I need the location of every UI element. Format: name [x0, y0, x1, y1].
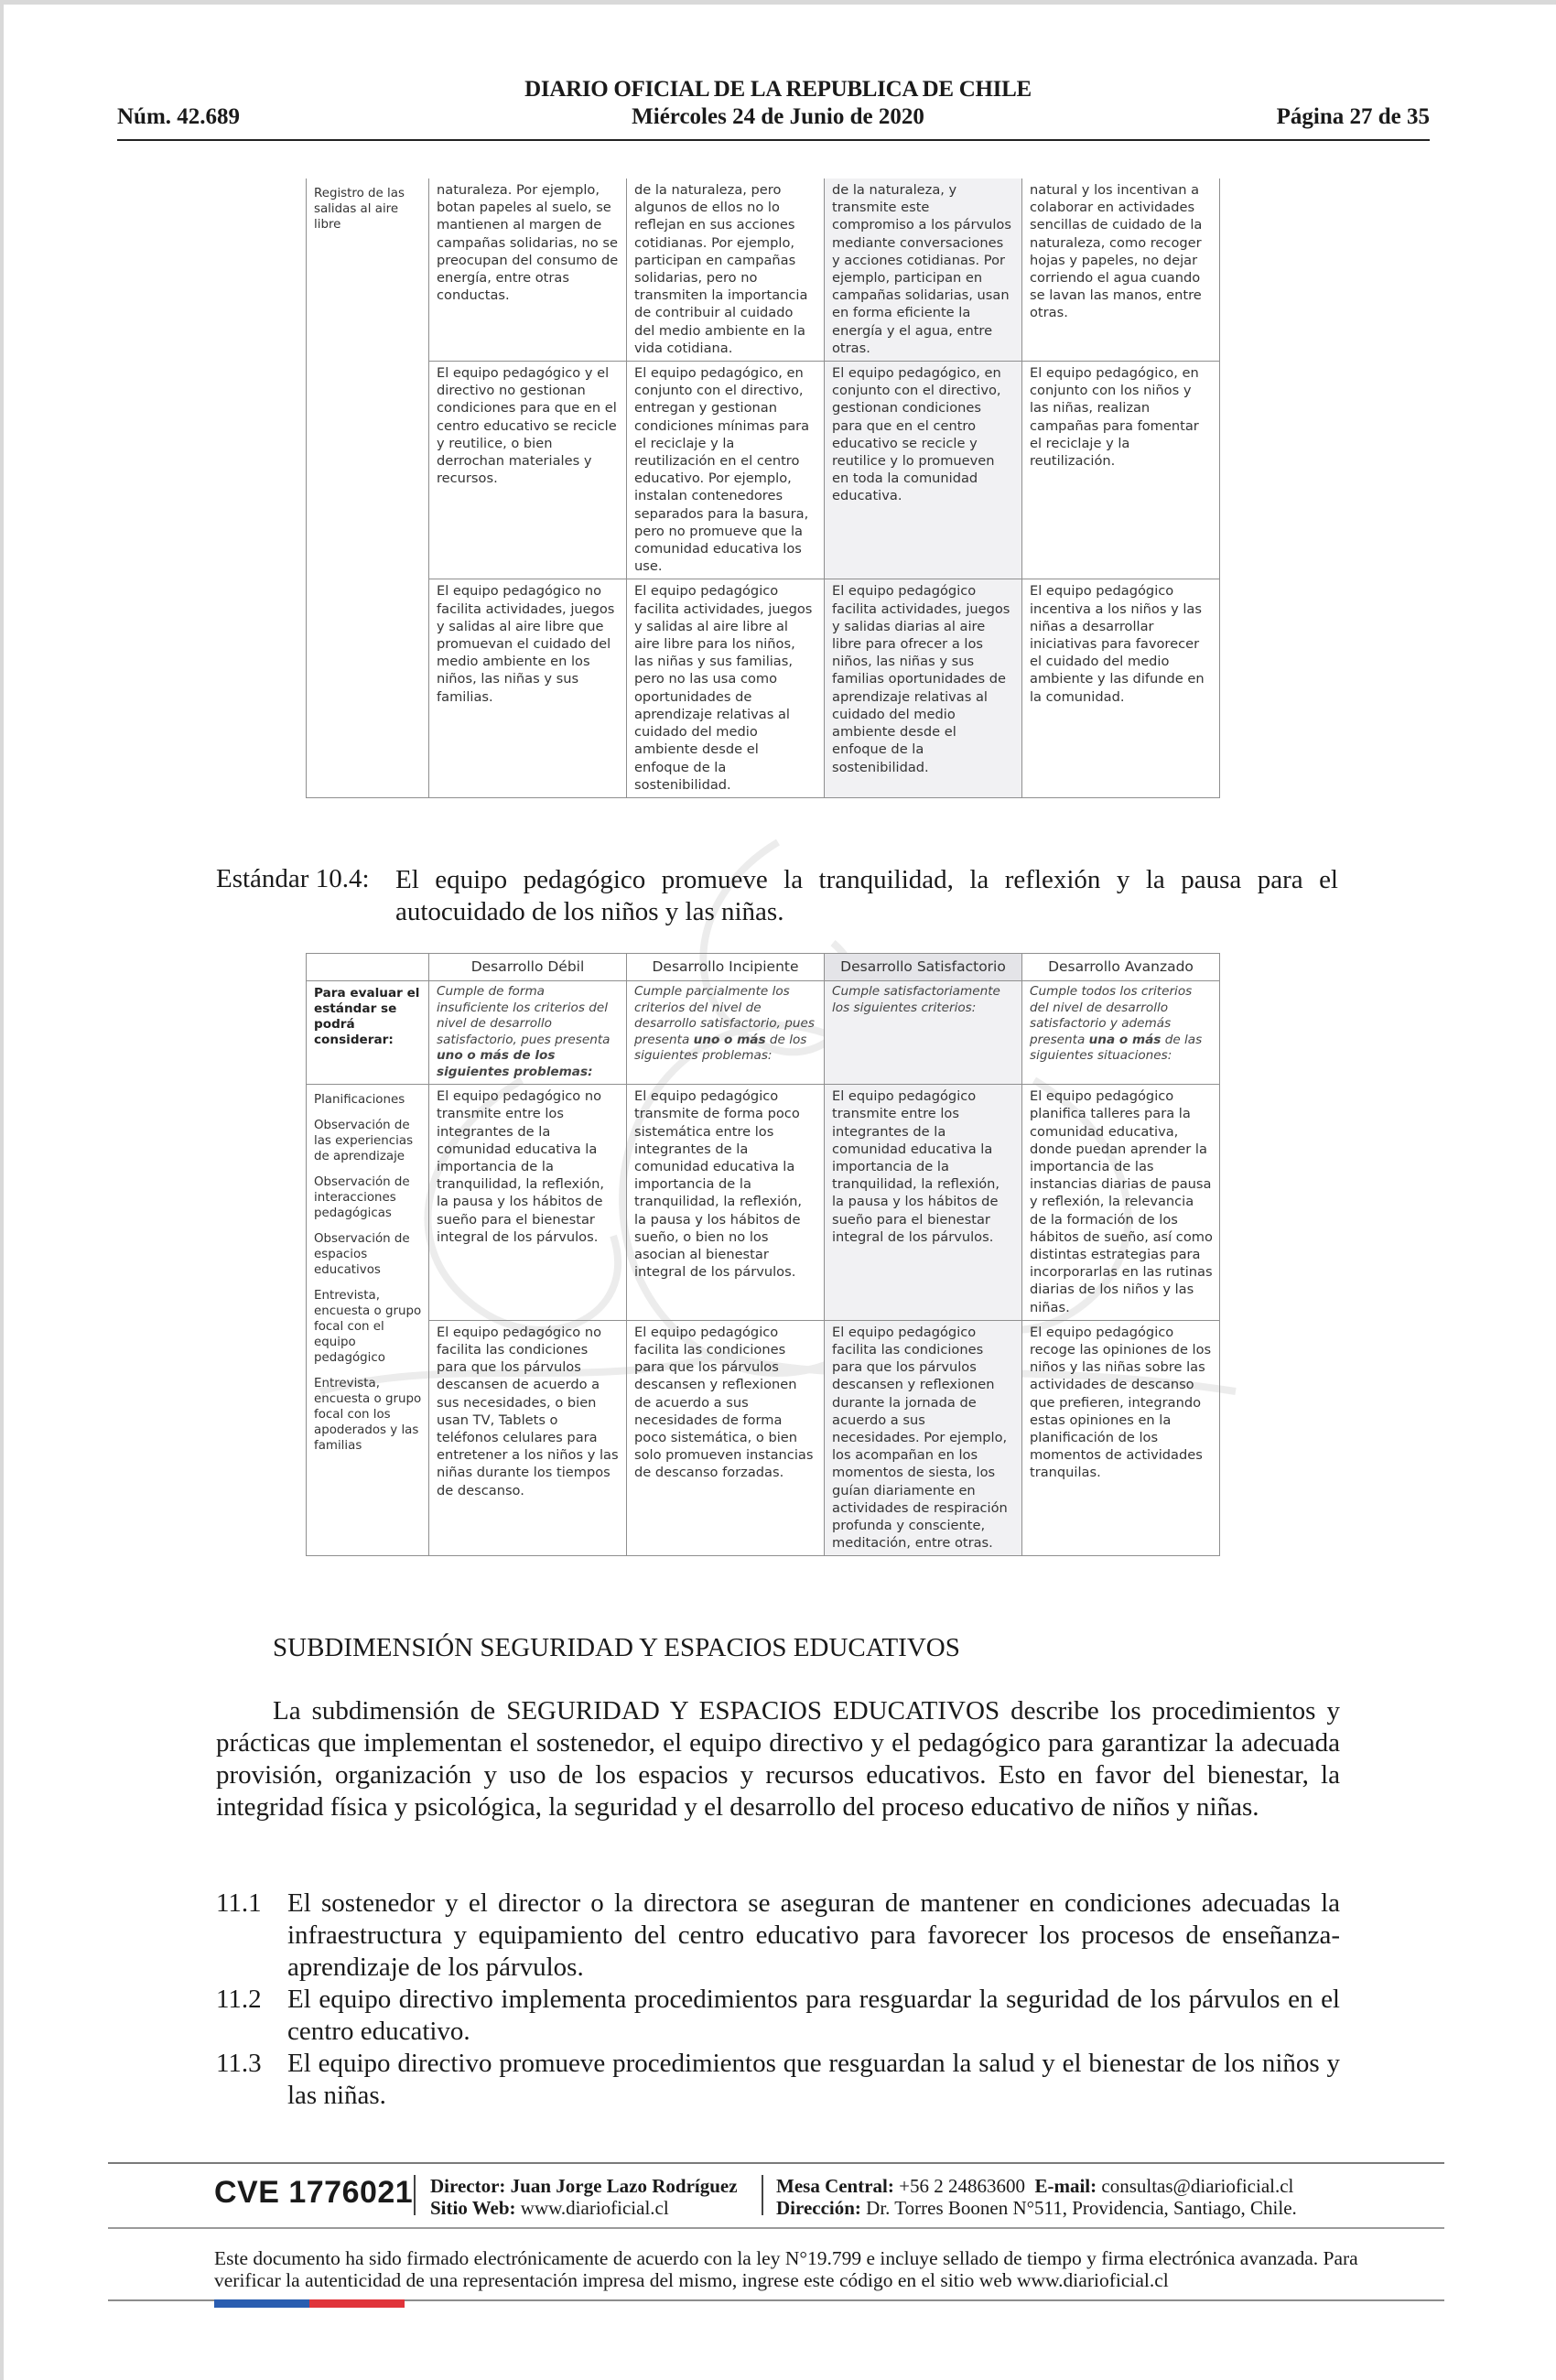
- page-frame-edge: [0, 0, 4, 2380]
- signature-note: Este documento ha sido firmado electrónicamente de acuerdo con la ley N°19.799 e incluye sellado de tiempo y firma electrónica avanzada. Para verificar la autenticidad de una representación impresa del mismo, ingrese este código en el sitio web www.diarioficial.cl: [214, 2247, 1358, 2291]
- site-label: Sitio Web:: [430, 2197, 516, 2219]
- header-incipiente: Desarrollo Incipiente: [627, 954, 825, 981]
- table-row: [307, 579, 1220, 797]
- cell-avanzado: natural y los incentivan a colaborar en actividades sencillas de cuidado de la naturaleza, como recoger hojas y papeles, no dejar corriendo el agua cuando se lavan las manos, entre otras.: [1022, 178, 1220, 362]
- cell-avanzado: El equipo pedagógico recoge las opiniones de los niños y las niñas sobre las actividades de descanso que prefieren, integrando estas opiniones en la planificación de los momentos de actividades tranquilas.: [1022, 1320, 1220, 1556]
- table-header-row: [307, 954, 1220, 981]
- rubric-table-standard-10-4: [306, 953, 1220, 1556]
- cell-incipiente: El equipo pedagógico transmite de forma poco sistemática entre los integrantes de la comunidad educativa la importancia de la tranquilidad, la reflexión, la pausa y los hábitos de sueño, o bien no los asocian al bienestar integral de los párvulos.: [627, 1085, 825, 1321]
- cell-debil: naturaleza. Por ejemplo, botan papeles al suelo, se mantienen al margen de campañas solidarias, no se preocupan del consumo de energía, entre otras conductas.: [429, 178, 627, 362]
- item-text: El equipo directivo promueve procedimientos que resguardan la salud y el bienestar de los niños y las niñas.: [287, 2049, 1340, 2110]
- item-number: 11.2: [216, 1985, 262, 2014]
- cell-satisfactorio: de la naturaleza, y transmite este compromiso a los párvulos mediante conversaciones y acciones cotidianas. Por ejemplo, participan en campañas solidarias, usan en forma eficiente la energía y el agua, entre otras.: [825, 178, 1022, 362]
- criteria-satisfactorio: Cumple satisfactoriamente los siguientes criterios:: [825, 981, 1022, 1085]
- rubric-table-continued: [306, 178, 1220, 798]
- email-label: E-mail:: [1034, 2175, 1097, 2197]
- cell-debil: El equipo pedagógico no facilita actividades, juegos y salidas al aire libre que promuevan el cuidado del medio ambiente en los niños, las niñas y sus familias.: [429, 579, 627, 797]
- criteria-incipiente: Cumple parcialmente los criterios del nivel de desarrollo satisfactorio, pues presenta uno o más de los siguientes problemas:: [627, 981, 825, 1085]
- table-row: [307, 1320, 1220, 1556]
- item-text: El equipo directivo implementa procedimientos para resguardar la seguridad de los párvulos en el centro educativo.: [287, 1985, 1340, 2046]
- cell-debil: El equipo pedagógico no facilita las condiciones para que los párvulos descansen de acuerdo a sus necesidades, o bien usan TV, Tablets o teléfonos celulares para entretener a los niños y las niñas durante los tiempos de descanso.: [429, 1320, 627, 1556]
- criteria-debil: Cumple de forma insuficiente los criterios del nivel de desarrollo satisfactorio, pues presenta uno o más de los siguientes problemas:: [429, 981, 627, 1085]
- header-rule: [117, 139, 1430, 141]
- footer-separator: [762, 2175, 763, 2215]
- director-name: Juan Jorge Lazo Rodríguez: [510, 2175, 738, 2197]
- cve-code: CVE 1776021: [214, 2175, 414, 2210]
- issue-number: Núm. 42.689: [117, 104, 241, 129]
- cell-debil: El equipo pedagógico y el directivo no gestionan condiciones para que en el centro educativo se recicle y reutilice, o bien derrochan materiales y recursos.: [429, 362, 627, 579]
- cell-incipiente: El equipo pedagógico facilita las condiciones para que los párvulos descansen y reflexionen de acuerdo a sus necesidades de forma poco sistemática, o bien solo promueven instancias de descanso forzadas.: [627, 1320, 825, 1556]
- evidence-source-item: Entrevista, encuesta o grupo focal con los apoderados y las familias: [314, 1377, 422, 1454]
- address: Dr. Torres Boonen N°511, Providencia, Santiago, Chile.: [866, 2197, 1297, 2219]
- email-link[interactable]: consultas@diarioficial.cl: [1101, 2175, 1294, 2197]
- evidence-source-item: Planificaciones: [314, 1093, 405, 1108]
- table-row: [307, 1085, 1220, 1321]
- flag-bar-red: [309, 2299, 405, 2308]
- consider-label: Para evaluar el estándar se podrá considerar:: [307, 981, 429, 1085]
- criteria-avanzado: Cumple todos los criterios del nivel de desarrollo satisfactorio y además presenta una o más de las siguientes situaciones:: [1022, 981, 1220, 1085]
- cell-satisfactorio: El equipo pedagógico facilita actividades, juegos y salidas diarias al aire libre para ofrecer a los niños, las niñas y sus familias oportunidades de aprendizaje relativas al cuidado del medio ambiente desde el enfoque de la sostenibilidad.: [825, 579, 1022, 797]
- header-satisfactorio: Desarrollo Satisfactorio: [825, 954, 1022, 981]
- subdimension-heading: SUBDIMENSIÓN SEGURIDAD Y ESPACIOS EDUCATIVOS: [273, 1633, 960, 1662]
- evidence-source-item: Observación de las experiencias de aprendizaje: [314, 1119, 414, 1164]
- cell-satisfactorio: El equipo pedagógico transmite entre los integrantes de la comunidad educativa la importancia de la tranquilidad, la reflexión, la pausa y los hábitos de sueño para el bienestar integral de los párvulos.: [825, 1085, 1022, 1321]
- list-item: [216, 2048, 1340, 2112]
- standards-list: [216, 1888, 1340, 2112]
- item-number: 11.3: [216, 2049, 262, 2078]
- evidence-source-item: Entrevista, encuesta o grupo focal con el equipo pedagógico: [314, 1289, 422, 1366]
- table-row: [307, 362, 1220, 579]
- cell-incipiente: de la naturaleza, pero algunos de ellos no lo reflejan en sus acciones cotidianas. Por ejemplo, participan en campañas solidarias, pero no transmiten la importancia de contribuir al cuidado del medio ambiente en la vida cotidiana.: [627, 178, 825, 362]
- standard-text: El equipo pedagógico promueve la tranquilidad, la reflexión y la pausa para el autocuidado de los niños y las niñas.: [395, 865, 1338, 926]
- footer-separator: [414, 2175, 416, 2215]
- evidence-source-item: Observación de espacios educativos: [314, 1232, 410, 1278]
- cell-avanzado: El equipo pedagógico, en conjunto con los niños y las niñas, realizan campañas para fomentar el reciclaje y la reutilización.: [1022, 362, 1220, 579]
- cell-satisfactorio: El equipo pedagógico facilita las condiciones para que los párvulos descansen y reflexionen durante la jornada de acuerdo a sus necesidades. Por ejemplo, los acompañan en los momentos de siesta, los guían diariamente en actividades de respiración profunda y consciente, meditación, entre otras.: [825, 1320, 1022, 1556]
- footer-director-block: [430, 2175, 738, 2219]
- phone-number: +56 2 24863600: [899, 2175, 1025, 2197]
- site-link[interactable]: www.diarioficial.cl: [520, 2197, 669, 2219]
- list-item: [216, 1984, 1340, 2048]
- evidence-source-item: Observación de interacciones pedagógicas: [314, 1175, 410, 1221]
- item-text: El sostenedor y el director o la directora se aseguran de mantener en condiciones adecuadas la infraestructura y equipamiento del centro educativo para favorecer los procesos de enseñanza-aprendizaje de los párvulos.: [287, 1888, 1340, 1982]
- cell-satisfactorio: El equipo pedagógico, en conjunto con el directivo, gestionan condiciones para que en el centro educativo se recicle y reutilice y lo promueven en toda la comunidad educativa.: [825, 362, 1022, 579]
- header-debil: Desarrollo Débil: [429, 954, 627, 981]
- address-label: Dirección:: [776, 2197, 861, 2219]
- table-row: [307, 178, 1220, 362]
- header-empty: [307, 954, 429, 981]
- phone-label: Mesa Central:: [776, 2175, 894, 2197]
- standard-label: Estándar 10.4:: [216, 864, 370, 893]
- director-label: Director:: [430, 2175, 506, 2197]
- publication-title: DIARIO OFICIAL DE LA REPUBLICA DE CHILE: [524, 77, 1032, 102]
- page-number: Página 27 de 35: [1276, 104, 1430, 129]
- item-number: 11.1: [216, 1888, 262, 1918]
- cell-incipiente: El equipo pedagógico facilita actividades, juegos y salidas al aire libre al aire libre para los niños, las niñas y sus familias, pero no las usa como oportunidades de aprendizaje relativas al cuidado del medio ambiente desde el enfoque de la sostenibilidad.: [627, 579, 825, 797]
- header-avanzado: Desarrollo Avanzado: [1022, 954, 1220, 981]
- footer-contact-block: [776, 2175, 1297, 2219]
- cell-avanzado: El equipo pedagógico incentiva a los niños y las niñas a desarrollar iniciativas para favorecer el cuidado del medio ambiente y las difunde en la comunidad.: [1022, 579, 1220, 797]
- footer-rule-middle: [108, 2227, 1444, 2229]
- cell-debil: El equipo pedagógico no transmite entre los integrantes de la comunidad educativa la importancia de la tranquilidad, la reflexión, la pausa y los hábitos de sueño para el bienestar integral de los párvulos.: [429, 1085, 627, 1321]
- evidence-source-label: Registro de las salidas al aire libre: [307, 178, 429, 797]
- list-item: [216, 1888, 1340, 1984]
- footer-rule-top: [108, 2162, 1444, 2164]
- flag-bar-blue: [214, 2299, 309, 2308]
- evidence-sources: [307, 1085, 429, 1556]
- subdimension-paragraph: La subdimensión de SEGURIDAD Y ESPACIOS EDUCATIVOS describe los procedimientos y prácticas que implementan el sostenedor, el equipo directivo y el pedagógico para garantizar la adecuada provisión, organización y uso de los espacios y recursos educativos. Esto en favor del bienestar, la integridad física y psicológica, la seguridad y el desarrollo del proceso educativo de niños y niñas.: [216, 1696, 1340, 1822]
- page-frame-top: [0, 0, 1556, 5]
- cell-incipiente: El equipo pedagógico, en conjunto con el directivo, entregan y gestionan condiciones mínimas para el reciclaje y la reutilización en el centro educativo. Por ejemplo, instalan contenedores separados para la basura, pero no promueve que la comunidad educativa los use.: [627, 362, 825, 579]
- cell-avanzado: El equipo pedagógico planifica talleres para la comunidad educativa, donde puedan aprender la importancia de las instancias diarias de pausa y reflexión, la relevancia de la formación de los hábitos de sueño, así como distintas estrategias para incorporarlas en las rutinas diarias de los niños y las niñas.: [1022, 1085, 1220, 1321]
- criteria-row: [307, 981, 1220, 1085]
- issue-date: Miércoles 24 de Junio de 2020: [632, 104, 924, 129]
